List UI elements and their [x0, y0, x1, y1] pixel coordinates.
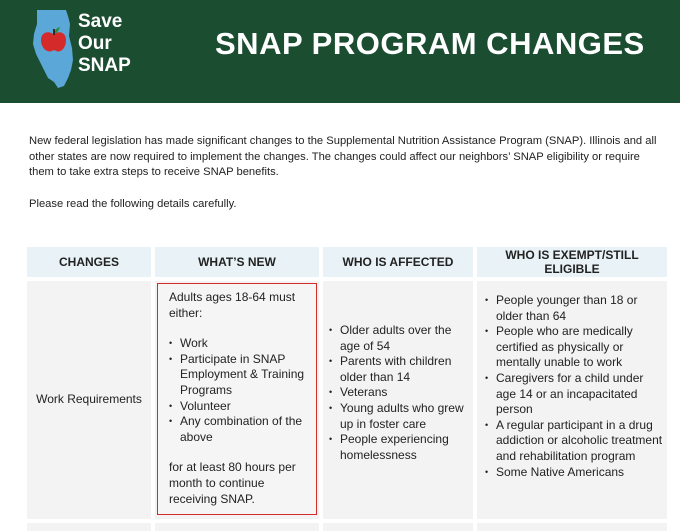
list-item: • Any combination of the above: [169, 414, 308, 445]
list-item: • Older adults over the age of 54: [329, 323, 471, 354]
intro-text: New federal legislation has made significant changes to the Supplemental Nutrition Assistance Program (SNAP). Illinois and all other states are now required to implement the changes. The changes could affect our neighbors’ SNAP eligibility or require them to take extra steps to receive SNAP benefits.: [29, 135, 657, 178]
change-label: Work Requirements: [36, 392, 142, 407]
whats-new-cell: [155, 281, 319, 519]
highlight-box: [157, 283, 317, 515]
list-item: • Veterans: [329, 385, 471, 401]
list-item: • People experiencing homelessness: [329, 432, 471, 463]
list-item: • Young adults who grew up in foster care: [329, 401, 471, 432]
exempt-list: [485, 293, 663, 480]
header-banner: [0, 0, 680, 103]
header-changes: CHANGES: [27, 247, 151, 277]
list-item: • Work: [169, 336, 308, 352]
who-affected-cell: [323, 281, 473, 519]
header-whats-new: WHAT’S NEW: [155, 247, 319, 277]
list-item: • People who are medically certified as physically or mentally unable to work: [485, 324, 663, 371]
list-item: • Volunteer: [169, 399, 308, 415]
change-cell: [27, 281, 151, 519]
logo-line-save: Save: [78, 11, 123, 32]
whats-new-list: [169, 336, 308, 445]
whats-new-intro: Adults ages 18-64 must either:: [169, 290, 296, 320]
list-item: • Caregivers for a child under age 14 or an incapacitated person: [485, 371, 663, 418]
page-title: SNAP PROGRAM CHANGES: [215, 26, 645, 61]
whats-new-outro: for at least 80 hours per month to continue receiving SNAP.: [169, 460, 296, 506]
who-exempt-cell: [477, 281, 667, 519]
header-who-affected: WHO IS AFFECTED: [323, 247, 473, 277]
list-item: • Some Native Americans: [485, 465, 663, 481]
snap-changes-table: [27, 247, 667, 530]
list-item: • A regular participant in a drug addiction or alcoholic treatment and rehabilitation program: [485, 418, 663, 465]
list-item: • People younger than 18 or older than 64: [485, 293, 663, 324]
logo-line-our: Our: [78, 33, 112, 54]
header-who-exempt: WHO IS EXEMPT/STILL ELIGIBLE: [477, 247, 667, 277]
intro-paragraph: [29, 134, 665, 181]
affected-list: [329, 323, 471, 463]
read-carefully-note: Please read the following details carefully.: [29, 198, 237, 210]
logo-line-snap: SNAP: [78, 55, 131, 76]
list-item: • Participate in SNAP Employment & Training Programs: [169, 352, 308, 399]
list-item: • Parents with children older than 14: [329, 354, 471, 385]
